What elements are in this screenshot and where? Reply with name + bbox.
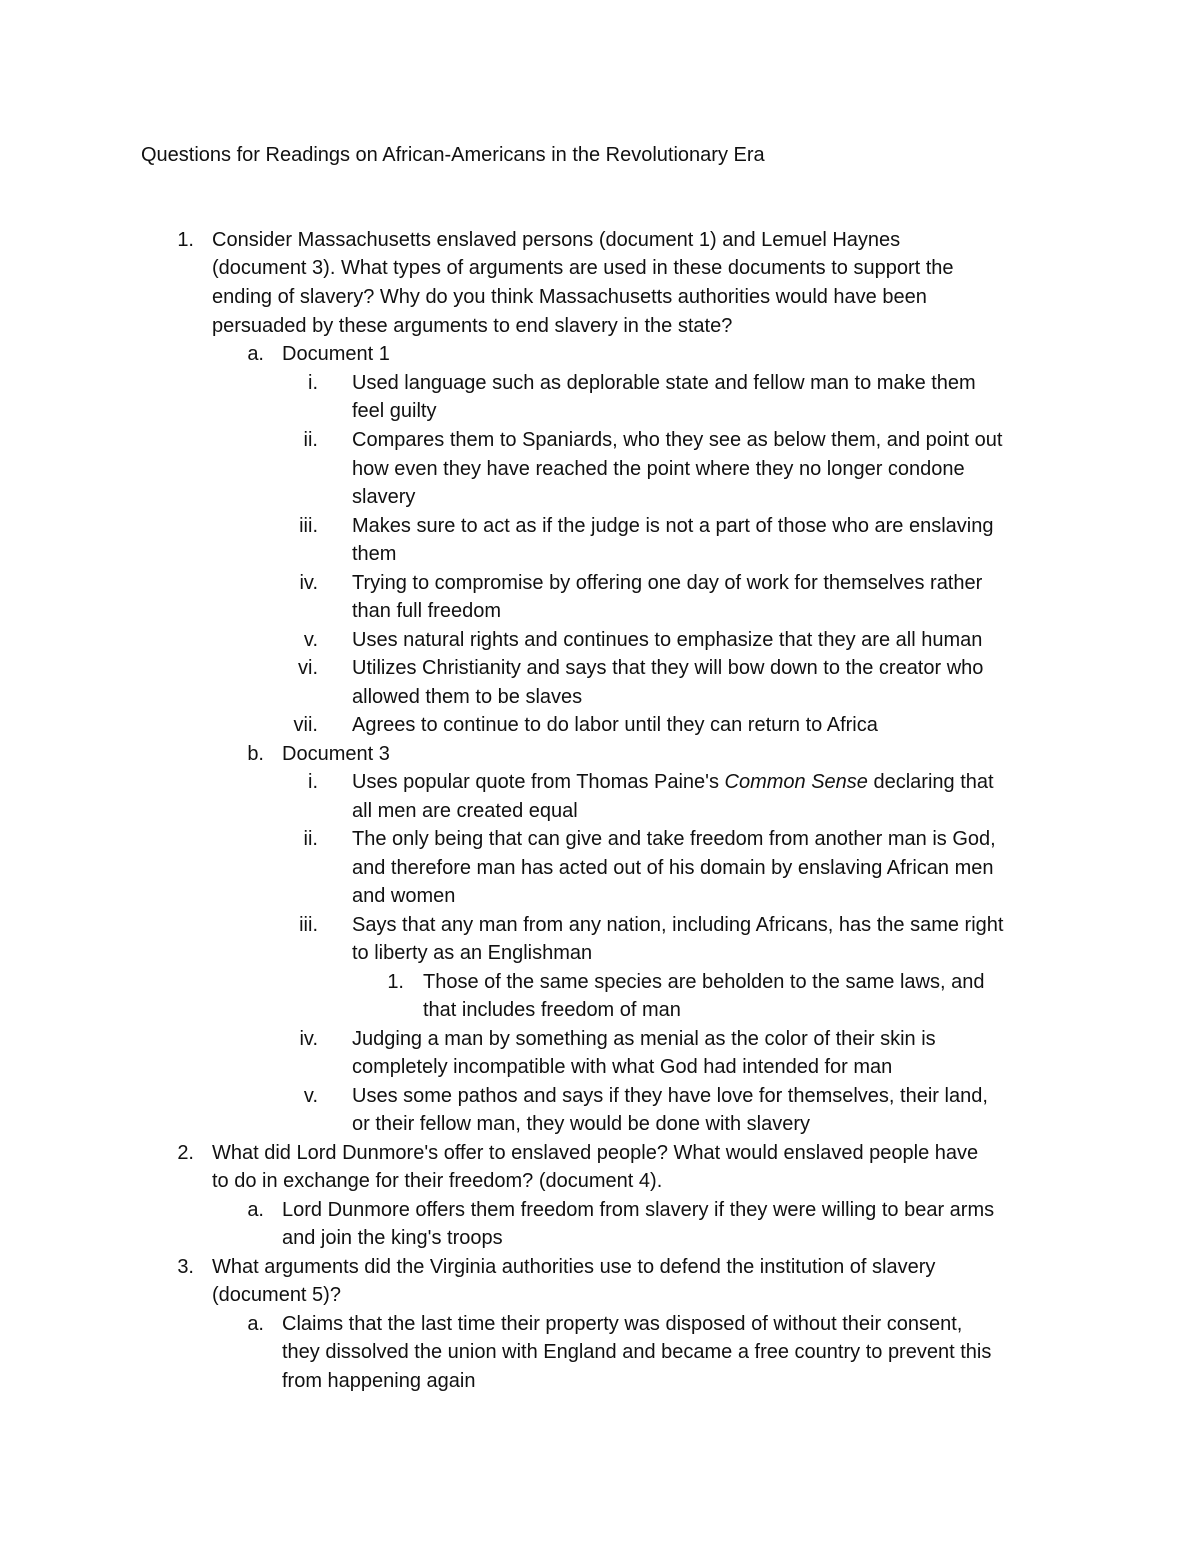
list-item-line: allowed them to be slaves <box>352 686 583 708</box>
list-item-line: Those of the same species are beholden to the same laws, and <box>423 971 985 993</box>
list-marker: 3. <box>177 1256 194 1278</box>
list-item-line: Utilizes Christianity and says that they will bow down to the creator who <box>352 657 984 679</box>
list-item-line: to liberty as an Englishman <box>352 942 593 964</box>
list-item-line: Judging a man by something as menial as the color of their skin is <box>352 1028 936 1050</box>
list-marker: i. <box>308 771 318 793</box>
answer-text-line: and join the king's troops <box>282 1227 503 1249</box>
italic-title-text: Common Sense <box>724 771 868 793</box>
list-marker: 1. <box>387 971 404 993</box>
list-item-line: slavery <box>352 486 416 508</box>
list-item-line: Uses natural rights and continues to emphasize that they are all human <box>352 629 983 651</box>
question-text-line: Consider Massachusetts enslaved persons (document 1) and Lemuel Haynes <box>212 229 901 251</box>
list-marker: a. <box>247 1313 264 1335</box>
text-run: declaring that <box>867 771 994 793</box>
question-text-line: What did Lord Dunmore's offer to enslaved people? What would enslaved people have <box>212 1142 979 1164</box>
list-marker: iii. <box>299 515 318 537</box>
list-marker: vii. <box>293 714 318 736</box>
text-run: Uses popular quote from Thomas Paine's <box>352 771 725 793</box>
list-item-line: how even they have reached the point where they no longer condone <box>352 458 965 480</box>
list-item-line: completely incompatible with what God had intended for man <box>352 1056 893 1078</box>
sub-heading-document-1: Document 1 <box>282 343 390 365</box>
question-text-line: to do in exchange for their freedom? (document 4). <box>212 1170 663 1192</box>
list-item-line <box>352 768 994 796</box>
list-item-line: than full freedom <box>352 600 501 622</box>
list-item-line: feel guilty <box>352 400 437 422</box>
list-marker: 2. <box>177 1142 194 1164</box>
list-marker: 1. <box>177 229 194 251</box>
answer-text-line: Claims that the last time their property was disposed of without their consent, <box>282 1313 963 1335</box>
list-item-line: Compares them to Spaniards, who they see as below them, and point out <box>352 429 1003 451</box>
page-title: Questions for Readings on African-Americans in the Revolutionary Era <box>141 144 765 166</box>
list-item-line: that includes freedom of man <box>423 999 681 1021</box>
list-marker: a. <box>247 343 264 365</box>
sub-heading-document-3: Document 3 <box>282 743 390 765</box>
list-item-line: or their fellow man, they would be done with slavery <box>352 1113 811 1135</box>
list-marker: vi. <box>298 657 318 679</box>
list-item-line: Uses some pathos and says if they have love for themselves, their land, <box>352 1085 988 1107</box>
list-marker: ii. <box>303 828 318 850</box>
list-marker: v. <box>303 1085 318 1107</box>
list-marker: iii. <box>299 914 318 936</box>
answer-text-line: from happening again <box>282 1370 476 1392</box>
answer-text-line: Lord Dunmore offers them freedom from slavery if they were willing to bear arms <box>282 1199 995 1221</box>
question-text-line: (document 3). What types of arguments are used in these documents to support the <box>212 257 954 279</box>
question-text-line: What arguments did the Virginia authorities use to defend the institution of slavery <box>212 1256 936 1278</box>
list-marker: b. <box>247 743 264 765</box>
list-marker: iv. <box>299 572 318 594</box>
answer-text-line: they dissolved the union with England and became a free country to prevent this <box>282 1341 992 1363</box>
list-item-line: Makes sure to act as if the judge is not a part of those who are enslaving <box>352 515 994 537</box>
list-item-line: them <box>352 543 397 565</box>
list-item-line: and therefore man has acted out of his domain by enslaving African men <box>352 857 994 879</box>
question-text-line: persuaded by these arguments to end slavery in the state? <box>212 315 733 337</box>
list-item-line: Says that any man from any nation, including Africans, has the same right <box>352 914 1004 936</box>
list-item-line: Trying to compromise by offering one day of work for themselves rather <box>352 572 983 594</box>
list-item-line: Agrees to continue to do labor until they can return to Africa <box>352 714 878 736</box>
list-marker: ii. <box>303 429 318 451</box>
list-item-line: Used language such as deplorable state and fellow man to make them <box>352 372 976 394</box>
list-item-line: and women <box>352 885 456 907</box>
list-marker: v. <box>303 629 318 651</box>
list-item-line: The only being that can give and take freedom from another man is God, <box>352 828 996 850</box>
question-text-line: ending of slavery? Why do you think Massachusetts authorities would have been <box>212 286 927 308</box>
list-marker: iv. <box>299 1028 318 1050</box>
list-marker: i. <box>308 372 318 394</box>
list-marker: a. <box>247 1199 264 1221</box>
question-text-line: (document 5)? <box>212 1284 341 1306</box>
list-item-line: all men are created equal <box>352 800 578 822</box>
